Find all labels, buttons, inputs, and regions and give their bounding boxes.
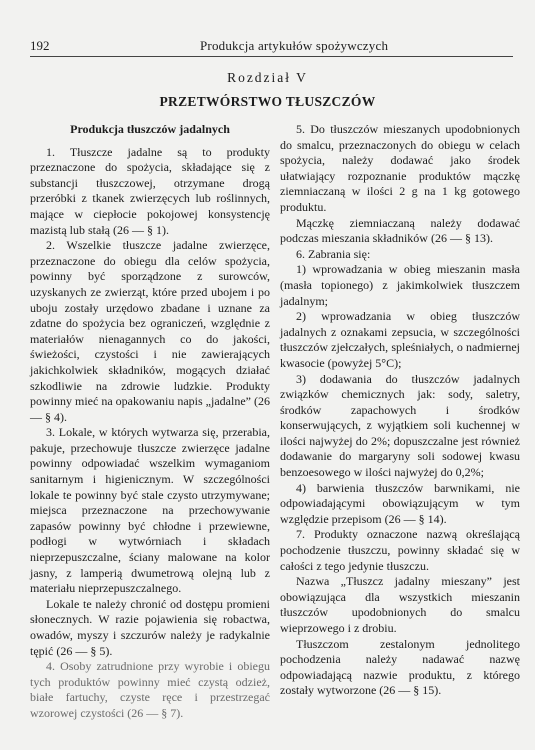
chapter-title: PRZETWÓRSTWO TŁUSZCZÓW [159, 94, 376, 109]
paragraph: 6. Zabrania się: [296, 246, 371, 261]
paragraph: Tłuszczom zestalonym jednolitego pochodzenia należy nadawać nazwę odpowiadającą nazwie produktu, z którego zostały wytworzone (26 — § 15). [280, 636, 520, 698]
chapter-heading: Rozdział V [227, 70, 308, 85]
paragraph: Mączkę ziemniaczaną należy dodawać podczas mieszania składników (26 — § 13). [280, 215, 520, 246]
list-item: 1) wprowadzania w obieg mieszanin masła (masła topionego) z jakimkolwiek tłuszczem jadalnym; [280, 262, 520, 308]
running-title: Produkcja artykułów spożywczych [200, 38, 389, 53]
paragraph: 5. Do tłuszczów mieszanych upodobnionych do smalcu, przeznaczonych do obiegu w celach spożycia, należy dodawać jako środek ułatwiający rozpoznanie produktów mączkę ziemniaczaną w ilości 2 g na 1 kg gotowego produktu. [280, 122, 520, 214]
paragraph: 4. Osoby zatrudnione przy wyrobie i obiegu tych produktów powinny mieć czystą odzież, białe fartuchy, czyste ręce i przestrzegać wzorowej czystości (26 — § 7). [30, 659, 270, 720]
list-item: 2) wprowadzania w obieg tłuszczów jadalnych z oznakami zepsucia, w szczególności tłuszczów zjełczałych, spleśniałych, o nadmiernej kwasocie (powyżej 5°C); [280, 309, 520, 370]
left-column [30, 122, 270, 722]
paragraph: 3. Lokale, w których wytwarza się, przerabia, pakuje, przechowuje tłuszcze zwierzęce jadalne powinny odpowiadać wszelkim wymaganiom sanitarnym i higienicznym. W szczególności lokale te powinny być stale czysto utrzymywane; miejsca przeznaczone na przechowywanie zapasów powinny być chłodne i przewiewne, podłogi w wytwórniach i składach nieprzepuszczalne, ściany malowane na kolor jasny, z lamperią dwumetrową olejną lub z materiału nieprzepuszczalnego. [30, 425, 270, 596]
right-column [280, 122, 520, 699]
paragraph: Nazwa „Tłuszcz jadalny mieszany” jest obowiązująca dla wszystkich mieszanin tłuszczów upodobnionych do smalcu wieprzowego i z drobiu. [280, 574, 520, 635]
paragraph: 1. Tłuszcze jadalne są to produkty przeznaczone do spożycia, składające się z substancji tłuszczowej, otrzymane drogą przeróbki z tkanek zwierzęcych lub roślinnych, mające w ciepłocie pokojowej konsystencję mazistą lub stałą (26 — § 1). [30, 144, 270, 237]
paragraph: Lokale te należy chronić od dostępu promieni słonecznych. W razie pojawienia się robactwa, owadów, myszy i szczurów należy je radykalnie tępić (26 — § 5). [30, 596, 270, 658]
list-item: 3) dodawania do tłuszczów jadalnych związków chemicznych jak: sody, saletry, środków zapachowych i środków konserwujących, z wyjątkiem soli kuchennej w ilości najwyżej do 2%; dopuszczalne jest również dodawanie do margaryny soli sodowej kwasu benzoesowego w ilości najwyżej do 0,2%; [280, 371, 520, 480]
list-item: 4) barwienia tłuszczów barwnikami, nie odpowiadającymi obowiązującym w tym względzie przepisom (26 — § 14). [280, 480, 520, 526]
section-heading: Produkcja tłuszczów jadalnych [70, 122, 230, 136]
running-header [30, 36, 513, 57]
paragraph: 7. Produkty oznaczone nazwą określającą pochodzenie tłuszczu, powinny składać się w całości z tego jedynie tłuszczu. [280, 527, 520, 573]
page-number: 192 [30, 38, 50, 53]
paragraph: 2. Wszelkie tłuszcze jadalne zwierzęce, przeznaczone do obiegu dla celów spożycia, powinny być sporządzone z surowców, uzyskanych ze zwierząt, które przed ubojem i po uboju zostały urzędowo zbadane i uznane za zdatne do spożycia bez ograniczeń, względnie z materiałów nienagannych co do jakości, świeżości, czystości i nie zawierających jakichkolwiek składników, mogących działać szkodliwie na zdrowie ludzkie. Produkty powinny mieć na opakowaniu napis „jadalne” (26 — § 4). [30, 238, 270, 424]
